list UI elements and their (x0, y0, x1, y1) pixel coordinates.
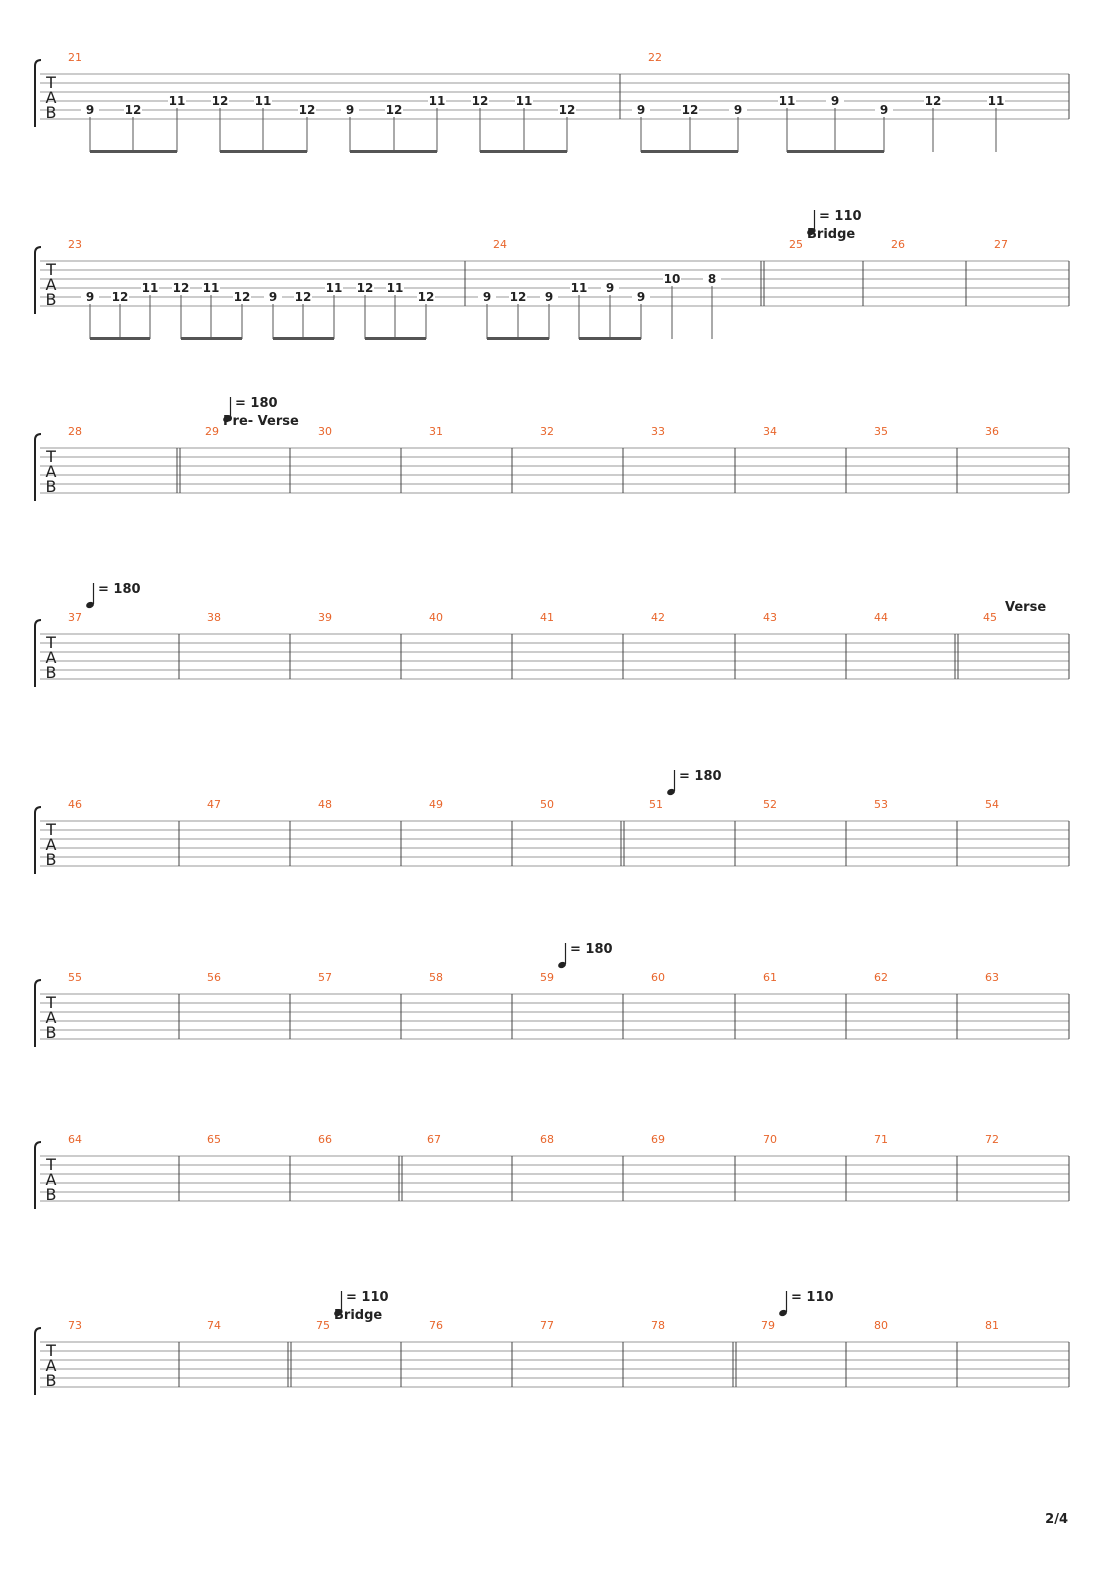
bar-number: 27 (994, 238, 1008, 251)
bar-number: 26 (891, 238, 905, 251)
fret-number: 11 (778, 94, 796, 108)
bar-number: 28 (68, 425, 82, 438)
bar-number: 46 (68, 798, 82, 811)
bar-number: 67 (427, 1133, 441, 1146)
bar-number: 40 (429, 611, 443, 624)
bar-number: 39 (318, 611, 332, 624)
fret-number: 12 (124, 103, 142, 117)
fret-number: 11 (428, 94, 446, 108)
tempo-marking: = 180 (679, 769, 722, 784)
tempo-marking: = 180 (98, 582, 141, 597)
tempo-marking: = 180 (570, 942, 613, 957)
fret-number: 11 (570, 281, 588, 295)
tab-clef-letter: A (45, 648, 57, 667)
tab-clef-letter: A (45, 1356, 57, 1375)
fret-number: 11 (515, 94, 533, 108)
bar-number: 78 (651, 1319, 665, 1332)
bar-number: 65 (207, 1133, 221, 1146)
note-beam (350, 150, 437, 153)
fret-number: 12 (471, 94, 489, 108)
note-beam (90, 337, 150, 340)
fret-number: 11 (202, 281, 220, 295)
note-beam (641, 150, 738, 153)
tab-system (35, 1290, 1069, 1395)
bar-number: 42 (651, 611, 665, 624)
system-bracket (35, 980, 41, 1047)
bar-number: 52 (763, 798, 777, 811)
note-beam (181, 337, 242, 340)
tab-system (35, 1133, 1069, 1209)
bar-number: 72 (985, 1133, 999, 1146)
tempo-marking: = 110 (791, 1290, 834, 1305)
tab-clef-letter: T (46, 633, 56, 652)
bar-number: 59 (540, 971, 554, 984)
fret-number: 9 (879, 103, 889, 117)
bar-number: 55 (68, 971, 82, 984)
bar-number: 64 (68, 1133, 82, 1146)
tab-system (35, 396, 1069, 501)
fret-number: 12 (211, 94, 229, 108)
bar-number: 43 (763, 611, 777, 624)
bar-number: 77 (540, 1319, 554, 1332)
bar-number: 81 (985, 1319, 999, 1332)
bar-number: 41 (540, 611, 554, 624)
bar-number: 29 (205, 425, 219, 438)
section-label: Pre- Verse (223, 414, 299, 429)
section-label: Bridge (334, 1308, 383, 1323)
tab-clef-letter: T (46, 73, 56, 92)
bar-number: 53 (874, 798, 888, 811)
tab-clef-letter: T (46, 1155, 56, 1174)
bar-number: 60 (651, 971, 665, 984)
note-beam (365, 337, 426, 340)
fret-number: 12 (298, 103, 316, 117)
bar-number: 45 (983, 611, 997, 624)
system-bracket (35, 60, 41, 127)
note-beam (487, 337, 549, 340)
note-beam (220, 150, 307, 153)
system-bracket (35, 1142, 41, 1209)
bar-number: 21 (68, 51, 82, 64)
tab-clef-letter: B (45, 1023, 57, 1042)
fret-number: 12 (111, 290, 129, 304)
bar-number: 76 (429, 1319, 443, 1332)
tab-system (35, 942, 1069, 1047)
tab-clef-letter: T (46, 820, 56, 839)
bar-number: 80 (874, 1319, 888, 1332)
fret-number: 11 (168, 94, 186, 108)
bar-number: 44 (874, 611, 888, 624)
tab-clef-letter: B (45, 477, 57, 496)
bar-number: 75 (316, 1319, 330, 1332)
fret-number: 12 (294, 290, 312, 304)
fret-number: 9 (636, 103, 646, 117)
tab-clef-letter: T (46, 1341, 56, 1360)
tab-clef-letter: B (45, 850, 57, 869)
tab-clef-letter: A (45, 88, 57, 107)
fret-number: 12 (509, 290, 527, 304)
tab-clef-letter: A (45, 1008, 57, 1027)
tab-clef-letter: A (45, 835, 57, 854)
bar-number: 30 (318, 425, 332, 438)
fret-number: 9 (733, 103, 743, 117)
tab-clef-letter: T (46, 260, 56, 279)
fret-number: 12 (681, 103, 699, 117)
tab-system (35, 582, 1069, 687)
fret-number: 11 (325, 281, 343, 295)
bar-number: 73 (68, 1319, 82, 1332)
tab-clef-letter: B (45, 1371, 57, 1390)
fret-number: 11 (254, 94, 272, 108)
tab-clef-letter: A (45, 275, 57, 294)
tab-clef-letter: T (46, 993, 56, 1012)
bar-number: 48 (318, 798, 332, 811)
fret-number: 9 (544, 290, 554, 304)
bar-number: 71 (874, 1133, 888, 1146)
bar-number: 25 (789, 238, 803, 251)
bar-number: 50 (540, 798, 554, 811)
system-bracket (35, 620, 41, 687)
bar-number: 37 (68, 611, 82, 624)
fret-number: 12 (233, 290, 251, 304)
bar-number: 32 (540, 425, 554, 438)
bar-number: 49 (429, 798, 443, 811)
fret-number: 8 (707, 272, 717, 286)
fret-number: 11 (386, 281, 404, 295)
bar-number: 33 (651, 425, 665, 438)
bar-number: 61 (763, 971, 777, 984)
system-bracket (35, 807, 41, 874)
fret-number: 9 (636, 290, 646, 304)
bar-number: 51 (649, 798, 663, 811)
bar-number: 66 (318, 1133, 332, 1146)
note-beam (787, 150, 884, 153)
bar-number: 23 (68, 238, 82, 251)
bar-number: 47 (207, 798, 221, 811)
bar-number: 79 (761, 1319, 775, 1332)
fret-number: 11 (987, 94, 1005, 108)
bar-number: 31 (429, 425, 443, 438)
tempo-marking: = 110 (819, 209, 862, 224)
fret-number: 9 (85, 290, 95, 304)
system-bracket (35, 1328, 41, 1395)
tab-system (35, 769, 1069, 874)
tab-clef-letter: B (45, 1185, 57, 1204)
bar-number: 54 (985, 798, 999, 811)
bar-number: 69 (651, 1133, 665, 1146)
tab-system (35, 51, 1069, 153)
fret-number: 9 (482, 290, 492, 304)
fret-number: 10 (663, 272, 681, 286)
tempo-marking: = 110 (346, 1290, 389, 1305)
bar-number: 38 (207, 611, 221, 624)
fret-number: 9 (830, 94, 840, 108)
tab-clef-letter: T (46, 447, 56, 466)
tab-clef-letter: B (45, 290, 57, 309)
bar-number: 56 (207, 971, 221, 984)
fret-number: 9 (345, 103, 355, 117)
section-label: Bridge (807, 227, 856, 242)
bar-number: 62 (874, 971, 888, 984)
system-bracket (35, 247, 41, 314)
tab-system (35, 209, 1069, 340)
bar-number: 35 (874, 425, 888, 438)
bar-number: 57 (318, 971, 332, 984)
tab-clef-letter: B (45, 663, 57, 682)
fret-number: 12 (558, 103, 576, 117)
tab-clef-letter: A (45, 462, 57, 481)
fret-number: 11 (141, 281, 159, 295)
fret-number: 9 (268, 290, 278, 304)
fret-number: 12 (417, 290, 435, 304)
bar-number: 24 (493, 238, 507, 251)
bar-number: 70 (763, 1133, 777, 1146)
fret-number: 9 (605, 281, 615, 295)
note-beam (480, 150, 567, 153)
bar-number: 63 (985, 971, 999, 984)
fret-number: 12 (924, 94, 942, 108)
section-label: Verse (1005, 600, 1047, 615)
tab-clef-letter: A (45, 1170, 57, 1189)
note-beam (579, 337, 641, 340)
tempo-marking: = 180 (235, 396, 278, 411)
page-number: 2/4 (1045, 1512, 1068, 1527)
bar-number: 36 (985, 425, 999, 438)
fret-number: 9 (85, 103, 95, 117)
tab-clef-letter: B (45, 103, 57, 122)
bar-number: 22 (648, 51, 662, 64)
bar-number: 58 (429, 971, 443, 984)
bar-number: 68 (540, 1133, 554, 1146)
note-beam (273, 337, 334, 340)
bar-number: 34 (763, 425, 777, 438)
fret-number: 12 (385, 103, 403, 117)
note-beam (90, 150, 177, 153)
system-bracket (35, 434, 41, 501)
bar-number: 74 (207, 1319, 221, 1332)
fret-number: 12 (172, 281, 190, 295)
fret-number: 12 (356, 281, 374, 295)
